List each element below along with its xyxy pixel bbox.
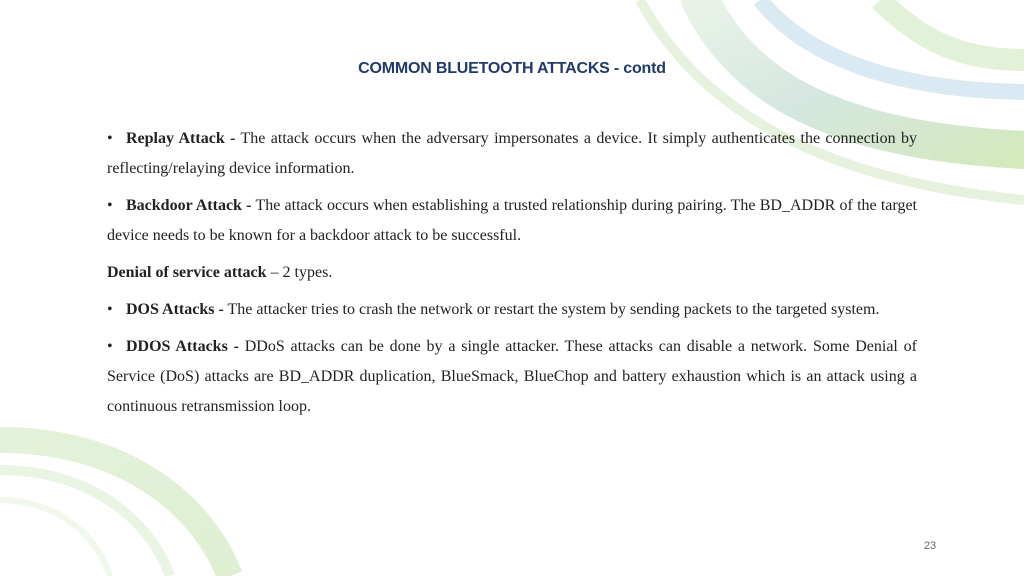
description-replay-attack: The attack occurs when the adversary impersonates a device. It simply authenticates the connection by reflecting/relaying device information.	[107, 130, 918, 177]
term-ddos-attacks: DDOS Attacks -	[126, 338, 239, 355]
bullet-icon: •	[107, 197, 113, 214]
term-dos-attacks: DOS Attacks -	[126, 301, 224, 318]
paragraph-replay-attack	[107, 124, 917, 184]
description-dos-attacks: The attacker tries to crash the network or restart the system by sending packets to the targeted system.	[223, 301, 880, 318]
bullet-icon: •	[107, 338, 113, 355]
page-number: 23	[923, 540, 937, 552]
term-replay-attack: Replay Attack -	[126, 130, 236, 147]
paragraph-ddos-attacks	[107, 332, 917, 422]
slide-title: COMMON BLUETOOTH ATTACKS - contd	[358, 60, 666, 77]
paragraph-backdoor-attack	[107, 191, 917, 251]
term-denial-of-service: Denial of service attack	[107, 264, 267, 281]
paragraph-dos-attacks	[107, 295, 917, 325]
content-body	[107, 124, 917, 429]
bullet-icon: •	[107, 130, 113, 147]
description-ddos-attacks: DDoS attacks can be done by a single attacker. These attacks can disable a network. Some Denial of Service (DoS) attacks are BD_ADDR duplication, BlueSmack, BlueChop and battery exhaustion which is an attack using a continuous retransmission loop.	[107, 338, 917, 415]
term-backdoor-attack: Backdoor Attack -	[126, 197, 252, 214]
description-backdoor-attack: The attack occurs when establishing a trusted relationship during pairing. The BD_ADDR of the target device needs to be known for a backdoor attack to be successful.	[107, 197, 917, 244]
paragraph-denial-of-service	[107, 258, 917, 288]
bullet-icon: •	[107, 301, 113, 318]
description-denial-of-service: – 2 types.	[266, 264, 333, 281]
